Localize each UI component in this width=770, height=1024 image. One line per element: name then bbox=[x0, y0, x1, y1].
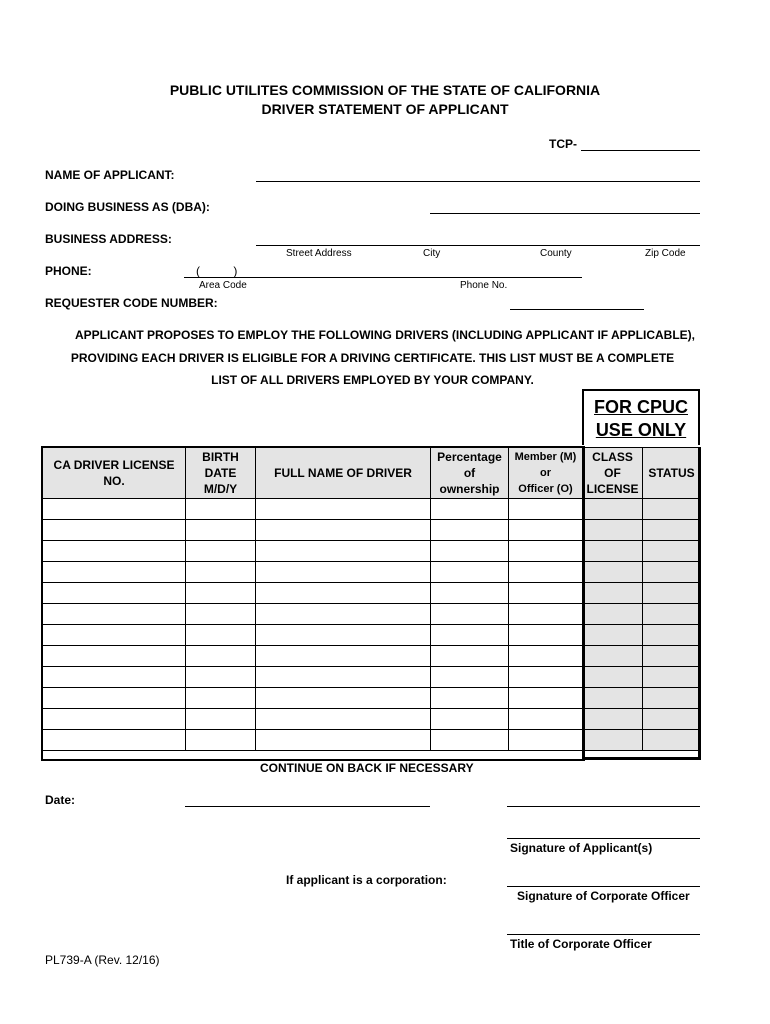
business-address-field[interactable] bbox=[256, 245, 700, 246]
table-header-row bbox=[43, 448, 701, 499]
header-member-officer bbox=[509, 448, 583, 499]
cpuc-line2: USE ONLY bbox=[595, 420, 687, 440]
table-cell[interactable] bbox=[256, 688, 431, 709]
title-officer-caption: Title of Corporate Officer bbox=[510, 937, 652, 951]
table-cell[interactable] bbox=[256, 646, 431, 667]
table-cell[interactable] bbox=[186, 625, 256, 646]
table-cell[interactable] bbox=[43, 499, 186, 520]
table-cell[interactable] bbox=[186, 583, 256, 604]
cpuc-cell bbox=[583, 667, 643, 688]
requester-code-field[interactable] bbox=[510, 309, 644, 310]
table-cell[interactable] bbox=[509, 604, 583, 625]
phone-no-caption: Phone No. bbox=[460, 280, 508, 291]
table-cell[interactable] bbox=[509, 667, 583, 688]
cpuc-line1: FOR CPUC bbox=[594, 397, 688, 417]
form-title-line1: PUBLIC UTILITES COMMISSION OF THE STATE OF CALIFORNIA bbox=[169, 82, 601, 98]
table-row bbox=[43, 646, 701, 667]
table-cell[interactable] bbox=[431, 520, 509, 541]
header-pct-text-1: Percentage bbox=[437, 450, 502, 464]
header-status-text: STATUS bbox=[648, 466, 695, 480]
table-cell[interactable] bbox=[256, 583, 431, 604]
table-cell[interactable] bbox=[186, 562, 256, 583]
table-cell[interactable] bbox=[186, 667, 256, 688]
table-cell[interactable] bbox=[256, 730, 431, 751]
header-class-text-2: OF bbox=[604, 466, 621, 480]
table-cell[interactable] bbox=[431, 499, 509, 520]
table-cell[interactable] bbox=[256, 520, 431, 541]
table-cell[interactable] bbox=[256, 541, 431, 562]
table-cell[interactable] bbox=[186, 604, 256, 625]
table-cell[interactable] bbox=[43, 625, 186, 646]
table-cell[interactable] bbox=[431, 583, 509, 604]
table-cell[interactable] bbox=[256, 604, 431, 625]
county-caption: County bbox=[540, 248, 572, 259]
table-cell[interactable] bbox=[256, 667, 431, 688]
drivers-table bbox=[42, 447, 701, 751]
cpuc-cell bbox=[643, 688, 701, 709]
tcp-field[interactable] bbox=[581, 150, 700, 151]
table-cell[interactable] bbox=[256, 625, 431, 646]
table-cell[interactable] bbox=[43, 709, 186, 730]
business-address-label: BUSINESS ADDRESS: bbox=[45, 232, 172, 246]
table-cell[interactable] bbox=[431, 667, 509, 688]
header-member-text-2: or bbox=[540, 467, 551, 479]
form-id: PL739-A (Rev. 12/16) bbox=[45, 953, 160, 967]
table-cell[interactable] bbox=[431, 604, 509, 625]
cpuc-cell bbox=[643, 562, 701, 583]
phone-label: PHONE: bbox=[45, 264, 92, 278]
table-cell[interactable] bbox=[509, 730, 583, 751]
table-cell[interactable] bbox=[509, 499, 583, 520]
table-cell[interactable] bbox=[186, 709, 256, 730]
cpuc-cell bbox=[583, 499, 643, 520]
table-row bbox=[43, 667, 701, 688]
date-field[interactable] bbox=[185, 806, 430, 807]
zip-code-caption: Zip Code bbox=[645, 248, 686, 259]
table-cell[interactable] bbox=[256, 499, 431, 520]
cpuc-use-only-box bbox=[582, 389, 700, 445]
table-cell[interactable] bbox=[431, 709, 509, 730]
table-cell[interactable] bbox=[43, 583, 186, 604]
city-caption: City bbox=[423, 248, 441, 259]
cpuc-cell bbox=[583, 646, 643, 667]
table-cell[interactable] bbox=[43, 541, 186, 562]
table-row bbox=[43, 688, 701, 709]
table-cell[interactable] bbox=[256, 709, 431, 730]
header-license-text-1: CA DRIVER LICENSE bbox=[53, 458, 175, 472]
cpuc-cell bbox=[583, 583, 643, 604]
signature-applicant-caption: Signature of Applicant(s) bbox=[510, 841, 653, 855]
table-row bbox=[43, 562, 701, 583]
cpuc-cell bbox=[643, 520, 701, 541]
header-class-of-license bbox=[583, 448, 643, 499]
table-row bbox=[43, 730, 701, 751]
cpuc-cell bbox=[583, 730, 643, 751]
header-birth-text-3: M/D/Y bbox=[203, 482, 238, 496]
header-status bbox=[643, 448, 701, 499]
table-cell[interactable] bbox=[43, 646, 186, 667]
date-field-right[interactable] bbox=[507, 806, 700, 807]
signature-applicant-field[interactable] bbox=[507, 838, 700, 839]
cpuc-cell bbox=[643, 625, 701, 646]
table-row bbox=[43, 520, 701, 541]
table-cell[interactable] bbox=[186, 646, 256, 667]
table-cell[interactable] bbox=[43, 688, 186, 709]
table-cell[interactable] bbox=[509, 625, 583, 646]
cpuc-cell bbox=[643, 583, 701, 604]
cpuc-cell bbox=[643, 667, 701, 688]
cpuc-cell bbox=[583, 625, 643, 646]
cpuc-cell bbox=[583, 688, 643, 709]
header-birth-text-2: DATE bbox=[204, 466, 237, 480]
signature-officer-caption: Signature of Corporate Officer bbox=[517, 889, 690, 903]
tcp-label: TCP- bbox=[549, 137, 577, 151]
table-cell[interactable] bbox=[509, 520, 583, 541]
table-row bbox=[43, 583, 701, 604]
cpuc-cell bbox=[583, 520, 643, 541]
cpuc-cell bbox=[643, 499, 701, 520]
dba-field[interactable] bbox=[430, 213, 700, 214]
table-cell[interactable] bbox=[509, 583, 583, 604]
dba-label: DOING BUSINESS AS (DBA): bbox=[45, 200, 210, 214]
header-class-text-3: LICENSE bbox=[586, 482, 639, 496]
table-cell[interactable] bbox=[509, 646, 583, 667]
cpuc-cell bbox=[583, 541, 643, 562]
header-class-text-1: CLASS bbox=[592, 450, 633, 464]
table-cell[interactable] bbox=[509, 709, 583, 730]
cpuc-cell bbox=[643, 709, 701, 730]
area-code-caption: Area Code bbox=[199, 280, 247, 291]
table-cell[interactable] bbox=[509, 562, 583, 583]
header-license-text-2: NO. bbox=[103, 474, 125, 488]
header-license bbox=[43, 448, 186, 499]
instructions-line2: PROVIDING EACH DRIVER IS ELIGIBLE FOR A DRIVING CERTIFICATE. THIS LIST MUST BE A COMPLETE bbox=[70, 351, 675, 365]
continue-note: CONTINUE ON BACK IF NECESSARY bbox=[260, 761, 474, 775]
header-pct-text-2: of bbox=[463, 466, 476, 480]
signature-officer-field[interactable] bbox=[507, 886, 700, 887]
header-percentage bbox=[431, 448, 509, 499]
table-cell[interactable] bbox=[431, 730, 509, 751]
cpuc-cell bbox=[583, 562, 643, 583]
table-cell[interactable] bbox=[256, 562, 431, 583]
area-code-parens: ( ) bbox=[196, 264, 238, 278]
table-cell[interactable] bbox=[186, 499, 256, 520]
table-cell[interactable] bbox=[43, 520, 186, 541]
table-cell[interactable] bbox=[431, 625, 509, 646]
requester-code-label: REQUESTER CODE NUMBER: bbox=[45, 296, 218, 310]
header-name-text: FULL NAME OF DRIVER bbox=[274, 466, 412, 480]
cpuc-cell bbox=[643, 604, 701, 625]
cpuc-cell bbox=[643, 541, 701, 562]
table-row bbox=[43, 604, 701, 625]
title-officer-field[interactable] bbox=[507, 934, 700, 935]
table-cell[interactable] bbox=[431, 688, 509, 709]
name-of-applicant-field[interactable] bbox=[256, 181, 700, 182]
cpuc-cell bbox=[643, 646, 701, 667]
table-cell[interactable] bbox=[431, 541, 509, 562]
cpuc-cell bbox=[643, 730, 701, 751]
header-member-text-3: Officer (O) bbox=[518, 483, 573, 495]
header-member-text-1: Member (M) bbox=[514, 451, 577, 463]
header-pct-text-3: ownership bbox=[439, 482, 500, 496]
header-birth-date bbox=[186, 448, 256, 499]
table-cell[interactable] bbox=[186, 541, 256, 562]
header-full-name bbox=[256, 448, 431, 499]
table-cell[interactable] bbox=[43, 667, 186, 688]
header-birth-text-1: BIRTH bbox=[202, 450, 239, 464]
street-address-caption: Street Address bbox=[286, 248, 352, 259]
table-cell[interactable] bbox=[43, 562, 186, 583]
table-cell[interactable] bbox=[186, 688, 256, 709]
table-row bbox=[43, 709, 701, 730]
table-row bbox=[43, 499, 701, 520]
cpuc-cell bbox=[583, 604, 643, 625]
table-cell[interactable] bbox=[509, 541, 583, 562]
table-cell[interactable] bbox=[43, 730, 186, 751]
table-cell[interactable] bbox=[431, 646, 509, 667]
table-cell[interactable] bbox=[431, 562, 509, 583]
cpuc-cell bbox=[583, 709, 643, 730]
instructions-line1: APPLICANT PROPOSES TO EMPLOY THE FOLLOWING DRIVERS (INCLUDING APPLICANT IF APPLICABLE), bbox=[74, 328, 696, 342]
table-cell[interactable] bbox=[509, 688, 583, 709]
table-cell[interactable] bbox=[43, 604, 186, 625]
name-of-applicant-label: NAME OF APPLICANT: bbox=[45, 168, 175, 182]
form-title-line2: DRIVER STATEMENT OF APPLICANT bbox=[261, 101, 509, 117]
corporation-label: If applicant is a corporation: bbox=[286, 873, 447, 887]
instructions-line3: LIST OF ALL DRIVERS EMPLOYED BY YOUR COMPANY. bbox=[211, 373, 534, 387]
table-cell[interactable] bbox=[186, 520, 256, 541]
date-label: Date: bbox=[45, 793, 76, 807]
table-cell[interactable] bbox=[186, 730, 256, 751]
table-row bbox=[43, 625, 701, 646]
phone-field[interactable] bbox=[184, 277, 582, 278]
table-row bbox=[43, 541, 701, 562]
